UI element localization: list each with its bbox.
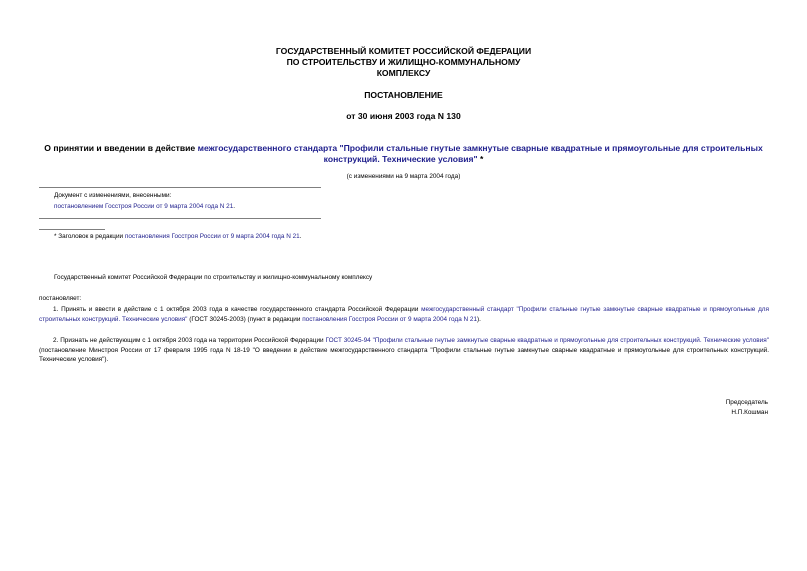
clause-1: [39, 305, 769, 324]
signature-name: Н.П.Кошман: [731, 409, 768, 416]
signature-position: Председатель: [725, 399, 768, 406]
clause-1-edition-link[interactable]: постановления Госстроя России от 9 марта 2004 года N 21: [302, 315, 478, 323]
org-line-2: ПО СТРОИТЕЛЬСТВУ И ЖИЛИЩНО-КОММУНАЛЬНОМУ: [286, 57, 521, 67]
clause-1-text-3: ).: [477, 315, 481, 323]
title-prefix: О принятии и введении в действие: [44, 143, 198, 153]
title-suffix: *: [477, 154, 484, 164]
footnote-prefix: * Заголовок в редакции: [54, 233, 125, 240]
footnote-link[interactable]: постановления Госстроя России от 9 марта 2004 года N 21: [124, 233, 300, 240]
resolves-label: постановляет:: [39, 295, 82, 302]
document-date: от 30 июня 2003 года N 130: [346, 111, 461, 121]
preamble: Государственный комитет Российской Федерации по строительству и жилищно-коммунальному комплексу: [54, 274, 373, 281]
amendments-label: Документ с изменениями, внесенными:: [54, 192, 172, 199]
clause-2-text-1: 2. Признать не действующим с 1 октября 2003 года на территории Российской Федерации: [53, 337, 326, 344]
amendments-bottom-rule: [39, 218, 321, 219]
footnote-suffix: .: [299, 233, 302, 240]
clause-1-standard-link[interactable]: межгосударственный стандарт "Профили стальные гнутые замкнутые сварные квадратные и прямоугольные для строительных конструкций. Технические условия": [39, 306, 769, 323]
title-standard-link[interactable]: межгосударственного стандарта "Профили стальные гнутые замкнутые сварные квадратные и прямоугольные для строительных конструкций. Технические условия": [197, 143, 763, 164]
org-line-3: КОМПЛЕКСУ: [376, 68, 431, 78]
document-title: [40, 143, 767, 165]
clause-1-text-2: (ГОСТ 30245-2003) (пункт в редакции: [187, 315, 303, 323]
document-type: ПОСТАНОВЛЕНИЕ: [364, 90, 443, 100]
issuing-organization: [0, 46, 807, 79]
org-line-1: ГОСУДАРСТВЕННЫЙ КОМИТЕТ РОССИЙСКОЙ ФЕДЕРАЦИИ: [275, 46, 532, 56]
amendments-link[interactable]: постановлением Госстроя России от 9 марта 2004 года N 21: [54, 203, 234, 210]
footnote: [54, 232, 301, 241]
amendments-top-rule: [39, 187, 321, 188]
amendments-suffix: .: [233, 203, 236, 210]
clause-1-text-1: 1. Принять и ввести в действие с 1 октября 2003 года в качестве государственного стандарта Российской Федерации: [53, 306, 422, 313]
amendments-entry: [54, 202, 235, 211]
clause-2-text-2: (постановление Минстроя России от 17 февраля 1995 года N 18-19 "О введении в действие межгосударственного стандарта "Профили стальные гнутые замкнутые сварные квадратные и прямоугольные для строительных конструкций. Технические условия").: [39, 346, 769, 363]
clause-2-gost-link[interactable]: ГОСТ 30245-94 "Профили стальные гнутые замкнутые сварные квадратные и прямоугольные для строительных конструкций. Технические условия": [325, 337, 769, 344]
clause-2: [39, 336, 769, 365]
signature-block: [726, 398, 768, 418]
footnote-rule: [39, 229, 105, 230]
changes-note: (с изменениями на 9 марта 2004 года): [346, 173, 461, 180]
